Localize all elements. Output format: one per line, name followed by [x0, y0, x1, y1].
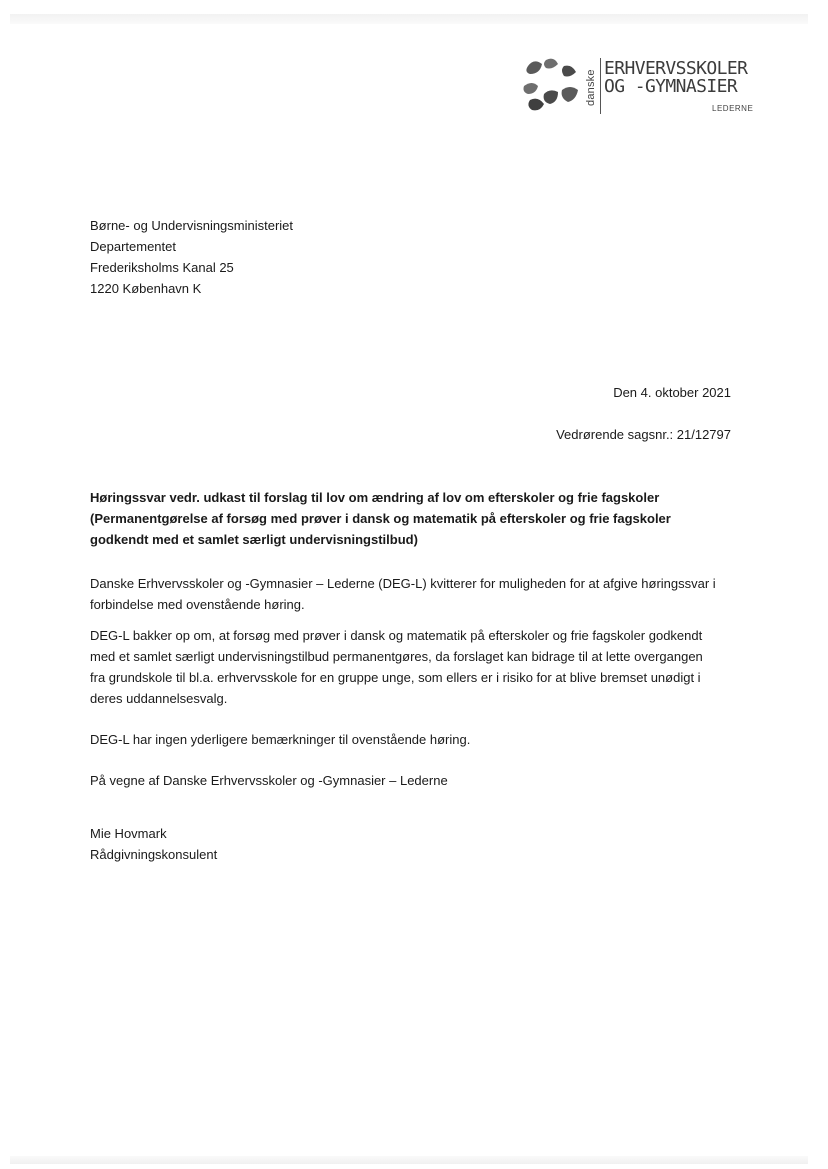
- recipient-line: 1220 København K: [90, 281, 202, 296]
- letter-subject: [90, 487, 671, 550]
- paragraph-intro: [90, 573, 716, 615]
- scan-edge-bottom: [10, 1156, 808, 1164]
- logo-line1: ERHVERVSSKOLER: [604, 58, 748, 79]
- letter-date: Den 4. oktober 2021: [613, 385, 731, 400]
- paragraph-line: DEG-L bakker op om, at forsøg med prøver i dansk og matematik på efterskoler og frie fagskoler godkendt: [90, 628, 703, 643]
- recipient-line: Børne- og Undervisningsministeriet: [90, 218, 294, 233]
- scan-edge-top: [10, 14, 808, 24]
- signature-name: Mie Hovmark: [90, 826, 167, 841]
- paragraph-line: forbindelse med ovenstående høring.: [90, 597, 305, 612]
- signature-block: [90, 823, 217, 865]
- case-number: Vedrørende sagsnr.: 21/12797: [556, 427, 731, 442]
- paragraph-on-behalf: [90, 770, 448, 791]
- logo-vertical-text: danske: [585, 69, 597, 106]
- logo-subtitle: LEDERNE: [712, 104, 754, 113]
- signature-title: Rådgivningskonsulent: [90, 847, 218, 862]
- recipient-line: Frederiksholms Kanal 25: [90, 260, 234, 275]
- logo-divider: [600, 58, 601, 114]
- paragraph-support: [90, 625, 703, 709]
- recipient-address: [90, 215, 293, 299]
- paragraph-line: deres uddannelsesvalg.: [90, 691, 228, 706]
- paragraph-no-remarks: [90, 729, 470, 750]
- logo-line2: OG -GYMNASIER: [604, 76, 738, 97]
- flower-petals-logo-icon: [522, 56, 582, 116]
- paragraph-line: DEG-L har ingen yderligere bemærkninger til ovenstående høring.: [90, 732, 471, 747]
- paragraph-line: fra grundskole til bl.a. erhvervsskole for en gruppe unge, som ellers er i risiko for at blive bremset unødigt i: [90, 670, 701, 685]
- subject-line: godkendt med et samlet særligt undervisningstilbud): [90, 532, 418, 547]
- paragraph-line: På vegne af Danske Erhvervsskoler og -Gymnasier – Lederne: [90, 773, 448, 788]
- organization-logo: [522, 54, 752, 118]
- recipient-line: Departementet: [90, 239, 176, 254]
- subject-line: (Permanentgørelse af forsøg med prøver i dansk og matematik på efterskoler og frie fagskoler: [90, 511, 671, 526]
- subject-line: Høringssvar vedr. udkast til forslag til lov om ændring af lov om efterskoler og frie fagskoler: [90, 490, 660, 505]
- paragraph-line: med et samlet særligt undervisningstilbud permanentgøres, da forslaget kan bidrage til at lette overgangen: [90, 649, 703, 664]
- paragraph-line: Danske Erhvervsskoler og -Gymnasier – Lederne (DEG-L) kvitterer for muligheden for at afgive høringssvar i: [90, 576, 716, 591]
